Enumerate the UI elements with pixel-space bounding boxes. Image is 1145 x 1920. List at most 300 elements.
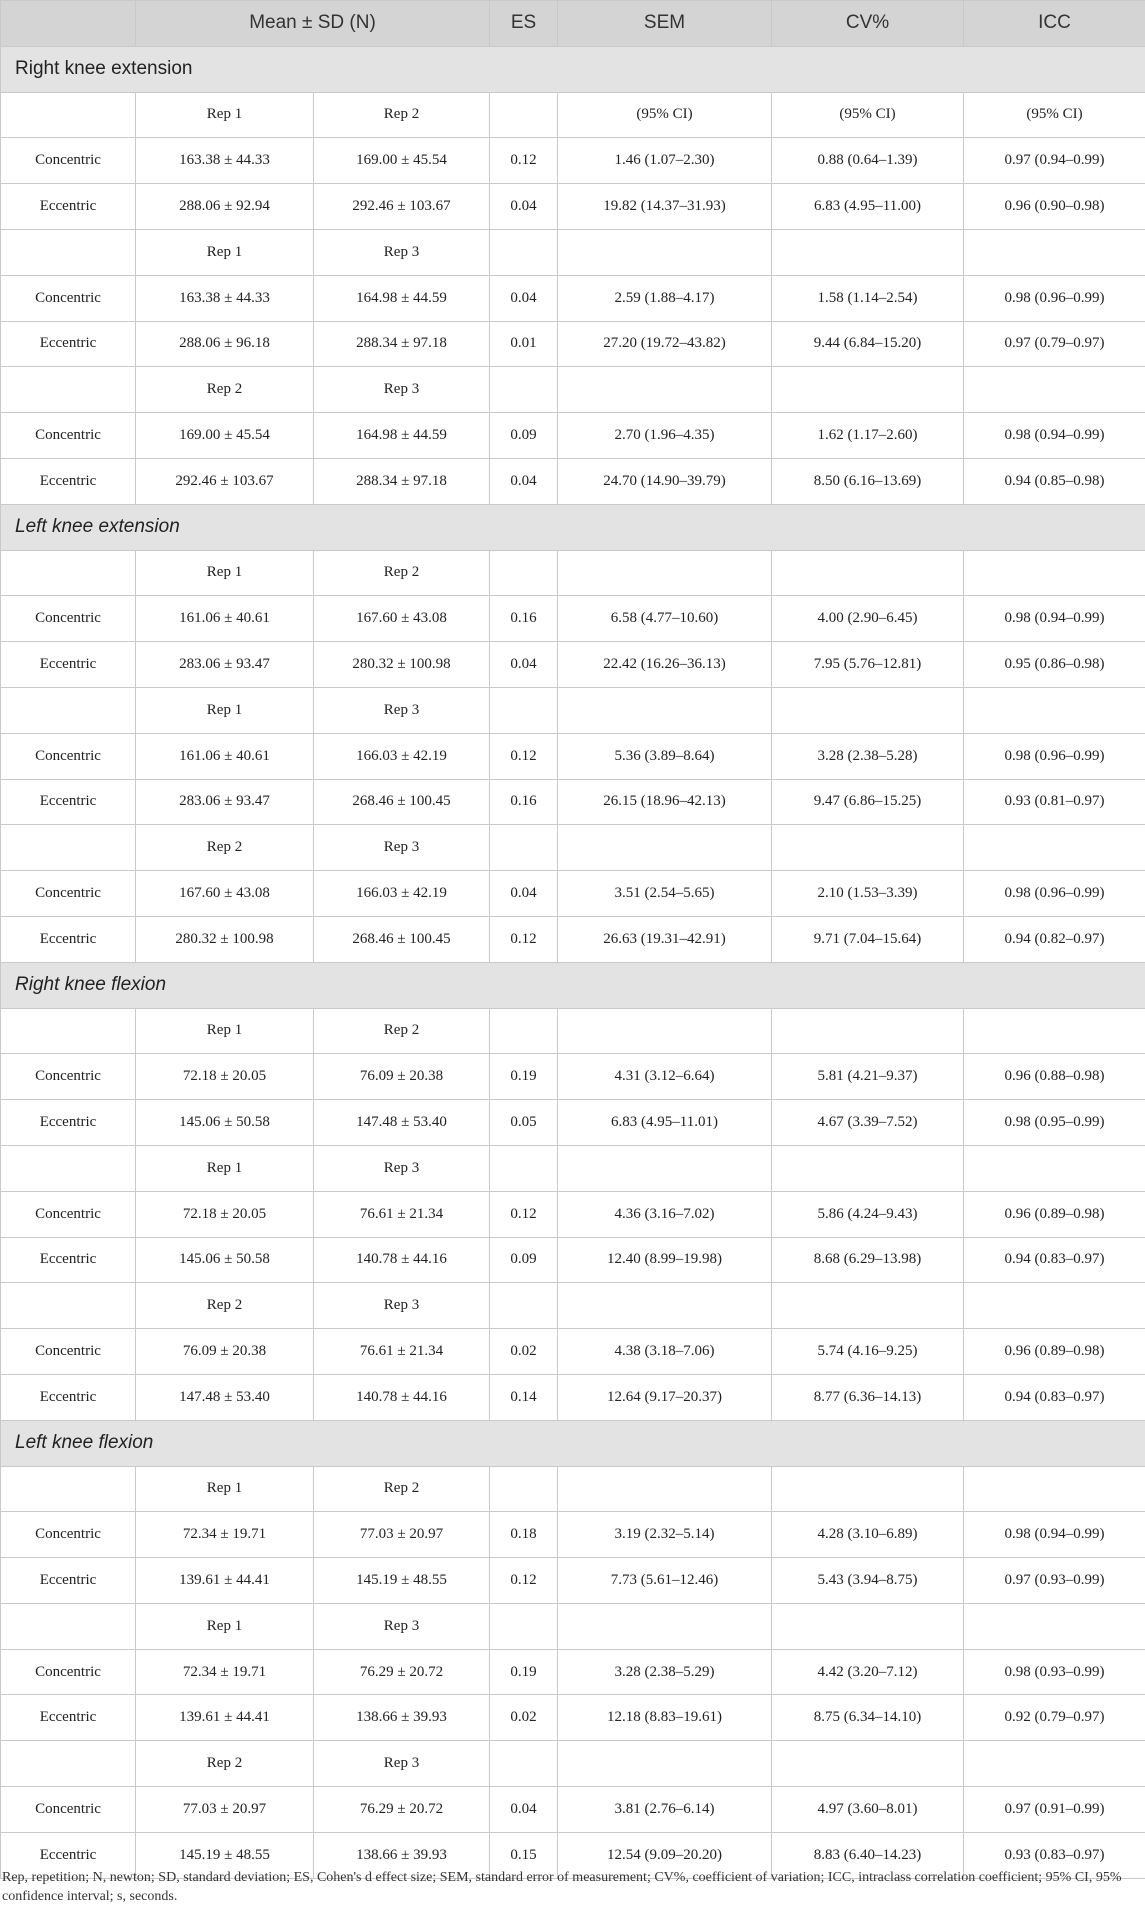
sem-value: 26.63 (19.31–42.91) bbox=[558, 916, 772, 962]
ci-label bbox=[772, 1008, 964, 1054]
contraction-type: Eccentric bbox=[1, 1832, 136, 1878]
table-row bbox=[1, 1558, 1145, 1604]
ci-label bbox=[558, 1008, 772, 1054]
sem-value: 24.70 (14.90–39.79) bbox=[558, 458, 772, 504]
table-row bbox=[1, 184, 1145, 230]
table-row bbox=[1, 596, 1145, 642]
es-value: 0.04 bbox=[490, 275, 558, 321]
rep-label: Rep 3 bbox=[314, 1283, 490, 1329]
mean-sd-a: 163.38 ± 44.33 bbox=[136, 275, 314, 321]
mean-sd-a: 145.19 ± 48.55 bbox=[136, 1832, 314, 1878]
ci-label: (95% CI) bbox=[558, 92, 772, 138]
rep-pair-blank-cell bbox=[1, 687, 136, 733]
icc-value: 0.97 (0.93–0.99) bbox=[964, 1558, 1145, 1604]
rep-pair-blank-cell bbox=[1, 229, 136, 275]
rep-label: Rep 2 bbox=[314, 550, 490, 596]
rep-pair-blank-cell bbox=[1, 1283, 136, 1329]
cv-value: 8.75 (6.34–14.10) bbox=[772, 1695, 964, 1741]
es-value: 0.18 bbox=[490, 1512, 558, 1558]
mean-sd-a: 72.18 ± 20.05 bbox=[136, 1191, 314, 1237]
contraction-type: Concentric bbox=[1, 871, 136, 917]
rep-label: Rep 1 bbox=[136, 687, 314, 733]
mean-sd-b: 76.61 ± 21.34 bbox=[314, 1329, 490, 1375]
rep-pair-blank-cell bbox=[1, 1603, 136, 1649]
mean-sd-a: 280.32 ± 100.98 bbox=[136, 916, 314, 962]
rep-pair-blank-cell bbox=[1, 550, 136, 596]
es-value: 0.05 bbox=[490, 1100, 558, 1146]
ci-label bbox=[772, 1466, 964, 1512]
rep-label: Rep 3 bbox=[314, 825, 490, 871]
cv-value: 4.67 (3.39–7.52) bbox=[772, 1100, 964, 1146]
icc-value: 0.92 (0.79–0.97) bbox=[964, 1695, 1145, 1741]
mean-sd-a: 147.48 ± 53.40 bbox=[136, 1374, 314, 1420]
mean-sd-b: 140.78 ± 44.16 bbox=[314, 1374, 490, 1420]
contraction-type: Eccentric bbox=[1, 779, 136, 825]
ci-label bbox=[490, 1008, 558, 1054]
ci-label bbox=[558, 1603, 772, 1649]
table-row bbox=[1, 458, 1145, 504]
ci-label bbox=[964, 1466, 1145, 1512]
table-row bbox=[1, 871, 1145, 917]
contraction-type: Concentric bbox=[1, 733, 136, 779]
icc-value: 0.98 (0.94–0.99) bbox=[964, 1512, 1145, 1558]
sem-value: 4.31 (3.12–6.64) bbox=[558, 1054, 772, 1100]
mean-sd-b: 164.98 ± 44.59 bbox=[314, 413, 490, 459]
table-row bbox=[1, 1512, 1145, 1558]
cv-value: 5.86 (4.24–9.43) bbox=[772, 1191, 964, 1237]
header-cv: CV% bbox=[772, 1, 964, 47]
cv-value: 1.62 (1.17–2.60) bbox=[772, 413, 964, 459]
cv-value: 1.58 (1.14–2.54) bbox=[772, 275, 964, 321]
table-header bbox=[1, 1, 1145, 47]
table-row bbox=[1, 779, 1145, 825]
icc-value: 0.96 (0.89–0.98) bbox=[964, 1329, 1145, 1375]
mean-sd-b: 76.29 ± 20.72 bbox=[314, 1649, 490, 1695]
rep-pair-row bbox=[1, 687, 1145, 733]
table-row bbox=[1, 1695, 1145, 1741]
rep-label: Rep 2 bbox=[314, 1466, 490, 1512]
mean-sd-a: 76.09 ± 20.38 bbox=[136, 1329, 314, 1375]
sem-value: 2.59 (1.88–4.17) bbox=[558, 275, 772, 321]
ci-label bbox=[964, 687, 1145, 733]
icc-value: 0.98 (0.94–0.99) bbox=[964, 413, 1145, 459]
contraction-type: Eccentric bbox=[1, 1374, 136, 1420]
mean-sd-a: 161.06 ± 40.61 bbox=[136, 596, 314, 642]
ci-label bbox=[558, 825, 772, 871]
mean-sd-b: 166.03 ± 42.19 bbox=[314, 871, 490, 917]
icc-value: 0.98 (0.94–0.99) bbox=[964, 596, 1145, 642]
es-value: 0.09 bbox=[490, 413, 558, 459]
contraction-type: Eccentric bbox=[1, 1558, 136, 1604]
icc-value: 0.96 (0.90–0.98) bbox=[964, 184, 1145, 230]
es-value: 0.19 bbox=[490, 1054, 558, 1100]
table-footnote: Rep, repetition; N, newton; SD, standard deviation; ES, Cohen's d effect size; SEM, standard error of measurement; CV%, coefficient of variation; ICC, intraclass correlation coefficient; 95% CI, 95% confidence interval; s, seconds. bbox=[2, 1870, 1122, 1904]
header-mean-sd: Mean ± SD (N) bbox=[136, 1, 490, 47]
cv-value: 6.83 (4.95–11.00) bbox=[772, 184, 964, 230]
es-value: 0.12 bbox=[490, 1191, 558, 1237]
icc-value: 0.93 (0.83–0.97) bbox=[964, 1832, 1145, 1878]
cv-value: 4.00 (2.90–6.45) bbox=[772, 596, 964, 642]
ci-label bbox=[558, 1466, 772, 1512]
mean-sd-b: 288.34 ± 97.18 bbox=[314, 321, 490, 367]
icc-value: 0.94 (0.83–0.97) bbox=[964, 1374, 1145, 1420]
mean-sd-a: 163.38 ± 44.33 bbox=[136, 138, 314, 184]
es-value: 0.14 bbox=[490, 1374, 558, 1420]
sem-value: 27.20 (19.72–43.82) bbox=[558, 321, 772, 367]
mean-sd-b: 76.29 ± 20.72 bbox=[314, 1787, 490, 1833]
ci-label bbox=[558, 550, 772, 596]
contraction-type: Concentric bbox=[1, 1649, 136, 1695]
rep-pair-blank-cell bbox=[1, 367, 136, 413]
cv-value: 5.81 (4.21–9.37) bbox=[772, 1054, 964, 1100]
rep-label: Rep 1 bbox=[136, 92, 314, 138]
table-row bbox=[1, 1787, 1145, 1833]
mean-sd-a: 139.61 ± 44.41 bbox=[136, 1558, 314, 1604]
rep-label: Rep 2 bbox=[314, 1008, 490, 1054]
mean-sd-a: 145.06 ± 50.58 bbox=[136, 1237, 314, 1283]
contraction-type: Concentric bbox=[1, 138, 136, 184]
rep-label: Rep 3 bbox=[314, 367, 490, 413]
rep-label: Rep 1 bbox=[136, 550, 314, 596]
contraction-type: Eccentric bbox=[1, 642, 136, 688]
rep-label: Rep 2 bbox=[136, 1283, 314, 1329]
mean-sd-a: 145.06 ± 50.58 bbox=[136, 1100, 314, 1146]
section-title: Left knee flexion bbox=[1, 1420, 1145, 1466]
contraction-type: Concentric bbox=[1, 1329, 136, 1375]
ci-label bbox=[772, 550, 964, 596]
ci-label: (95% CI) bbox=[964, 92, 1145, 138]
rep-pair-blank-cell bbox=[1, 825, 136, 871]
contraction-type: Concentric bbox=[1, 1191, 136, 1237]
mean-sd-a: 167.60 ± 43.08 bbox=[136, 871, 314, 917]
sem-value: 7.73 (5.61–12.46) bbox=[558, 1558, 772, 1604]
rep-pair-blank-cell bbox=[1, 1466, 136, 1512]
ci-label bbox=[964, 1008, 1145, 1054]
ci-label bbox=[490, 687, 558, 733]
rep-pair-row bbox=[1, 1008, 1145, 1054]
sem-value: 5.36 (3.89–8.64) bbox=[558, 733, 772, 779]
es-value: 0.04 bbox=[490, 184, 558, 230]
table-body bbox=[1, 46, 1145, 1878]
ci-label bbox=[772, 229, 964, 275]
rep-pair-blank-cell bbox=[1, 1741, 136, 1787]
rep-label: Rep 3 bbox=[314, 1145, 490, 1191]
ci-label bbox=[964, 1145, 1145, 1191]
es-value: 0.12 bbox=[490, 733, 558, 779]
header-blank-cell bbox=[1, 1, 136, 47]
es-value: 0.19 bbox=[490, 1649, 558, 1695]
ci-label bbox=[490, 367, 558, 413]
contraction-type: Eccentric bbox=[1, 916, 136, 962]
cv-value: 9.71 (7.04–15.64) bbox=[772, 916, 964, 962]
mean-sd-a: 72.18 ± 20.05 bbox=[136, 1054, 314, 1100]
header-icc: ICC bbox=[964, 1, 1145, 47]
table-row bbox=[1, 1237, 1145, 1283]
rep-pair-row bbox=[1, 229, 1145, 275]
table-row bbox=[1, 1374, 1145, 1420]
contraction-type: Eccentric bbox=[1, 458, 136, 504]
ci-label bbox=[772, 687, 964, 733]
ci-label bbox=[558, 367, 772, 413]
table-row bbox=[1, 916, 1145, 962]
ci-label bbox=[772, 1283, 964, 1329]
rep-label: Rep 2 bbox=[136, 367, 314, 413]
sem-value: 4.36 (3.16–7.02) bbox=[558, 1191, 772, 1237]
cv-value: 8.83 (6.40–14.23) bbox=[772, 1832, 964, 1878]
contraction-type: Eccentric bbox=[1, 321, 136, 367]
cv-value: 4.97 (3.60–8.01) bbox=[772, 1787, 964, 1833]
mean-sd-a: 288.06 ± 92.94 bbox=[136, 184, 314, 230]
table-row bbox=[1, 275, 1145, 321]
section-row bbox=[1, 504, 1145, 550]
ci-label bbox=[964, 229, 1145, 275]
contraction-type: Concentric bbox=[1, 1787, 136, 1833]
contraction-type: Concentric bbox=[1, 1512, 136, 1558]
sem-value: 2.70 (1.96–4.35) bbox=[558, 413, 772, 459]
mean-sd-b: 292.46 ± 103.67 bbox=[314, 184, 490, 230]
rep-label: Rep 1 bbox=[136, 1145, 314, 1191]
es-value: 0.15 bbox=[490, 1832, 558, 1878]
rep-pair-row bbox=[1, 1466, 1145, 1512]
mean-sd-a: 292.46 ± 103.67 bbox=[136, 458, 314, 504]
rep-pair-row bbox=[1, 550, 1145, 596]
rep-label: Rep 3 bbox=[314, 687, 490, 733]
sem-value: 6.58 (4.77–10.60) bbox=[558, 596, 772, 642]
table-row bbox=[1, 321, 1145, 367]
es-value: 0.16 bbox=[490, 779, 558, 825]
table-row bbox=[1, 138, 1145, 184]
cv-value: 8.50 (6.16–13.69) bbox=[772, 458, 964, 504]
es-value: 0.02 bbox=[490, 1695, 558, 1741]
contraction-type: Eccentric bbox=[1, 1237, 136, 1283]
sem-value: 3.28 (2.38–5.29) bbox=[558, 1649, 772, 1695]
table-row bbox=[1, 413, 1145, 459]
section-row bbox=[1, 1420, 1145, 1466]
icc-value: 0.98 (0.96–0.99) bbox=[964, 871, 1145, 917]
mean-sd-b: 147.48 ± 53.40 bbox=[314, 1100, 490, 1146]
mean-sd-b: 76.61 ± 21.34 bbox=[314, 1191, 490, 1237]
mean-sd-b: 288.34 ± 97.18 bbox=[314, 458, 490, 504]
table-row bbox=[1, 1100, 1145, 1146]
rep-label: Rep 2 bbox=[136, 1741, 314, 1787]
icc-value: 0.95 (0.86–0.98) bbox=[964, 642, 1145, 688]
es-value: 0.16 bbox=[490, 596, 558, 642]
es-value: 0.12 bbox=[490, 138, 558, 184]
icc-value: 0.97 (0.91–0.99) bbox=[964, 1787, 1145, 1833]
cv-value: 9.44 (6.84–15.20) bbox=[772, 321, 964, 367]
icc-value: 0.96 (0.88–0.98) bbox=[964, 1054, 1145, 1100]
es-value: 0.02 bbox=[490, 1329, 558, 1375]
rep-label: Rep 1 bbox=[136, 1008, 314, 1054]
mean-sd-b: 140.78 ± 44.16 bbox=[314, 1237, 490, 1283]
ci-label bbox=[558, 687, 772, 733]
table-row bbox=[1, 1191, 1145, 1237]
mean-sd-b: 166.03 ± 42.19 bbox=[314, 733, 490, 779]
ci-label bbox=[772, 825, 964, 871]
es-value: 0.12 bbox=[490, 1558, 558, 1604]
table-row bbox=[1, 1054, 1145, 1100]
ci-label: (95% CI) bbox=[772, 92, 964, 138]
ci-label bbox=[772, 1741, 964, 1787]
rep-pair-row bbox=[1, 1145, 1145, 1191]
ci-label bbox=[490, 1283, 558, 1329]
rep-pair-row bbox=[1, 1741, 1145, 1787]
cv-value: 9.47 (6.86–15.25) bbox=[772, 779, 964, 825]
mean-sd-b: 280.32 ± 100.98 bbox=[314, 642, 490, 688]
cv-value: 5.74 (4.16–9.25) bbox=[772, 1329, 964, 1375]
es-value: 0.04 bbox=[490, 458, 558, 504]
contraction-type: Eccentric bbox=[1, 184, 136, 230]
mean-sd-b: 268.46 ± 100.45 bbox=[314, 779, 490, 825]
ci-label bbox=[964, 367, 1145, 413]
mean-sd-a: 72.34 ± 19.71 bbox=[136, 1649, 314, 1695]
mean-sd-b: 145.19 ± 48.55 bbox=[314, 1558, 490, 1604]
ci-label bbox=[964, 1603, 1145, 1649]
ci-label bbox=[490, 1466, 558, 1512]
table-row bbox=[1, 1649, 1145, 1695]
header-sem: SEM bbox=[558, 1, 772, 47]
section-title: Right knee flexion bbox=[1, 962, 1145, 1008]
contraction-type: Concentric bbox=[1, 596, 136, 642]
ci-label bbox=[490, 550, 558, 596]
ci-label bbox=[490, 1603, 558, 1649]
icc-value: 0.94 (0.82–0.97) bbox=[964, 916, 1145, 962]
sem-value: 12.18 (8.83–19.61) bbox=[558, 1695, 772, 1741]
section-title: Right knee extension bbox=[1, 46, 1145, 92]
icc-value: 0.98 (0.93–0.99) bbox=[964, 1649, 1145, 1695]
sem-value: 3.19 (2.32–5.14) bbox=[558, 1512, 772, 1558]
mean-sd-b: 138.66 ± 39.93 bbox=[314, 1832, 490, 1878]
mean-sd-b: 167.60 ± 43.08 bbox=[314, 596, 490, 642]
contraction-type: Concentric bbox=[1, 1054, 136, 1100]
mean-sd-b: 77.03 ± 20.97 bbox=[314, 1512, 490, 1558]
sem-value: 6.83 (4.95–11.01) bbox=[558, 1100, 772, 1146]
sem-value: 4.38 (3.18–7.06) bbox=[558, 1329, 772, 1375]
rep-label: Rep 1 bbox=[136, 1466, 314, 1512]
rep-label: Rep 3 bbox=[314, 1741, 490, 1787]
ci-label bbox=[558, 229, 772, 275]
header-row bbox=[1, 1, 1145, 47]
sem-value: 3.81 (2.76–6.14) bbox=[558, 1787, 772, 1833]
rep-pair-row bbox=[1, 92, 1145, 138]
rep-label: Rep 3 bbox=[314, 1603, 490, 1649]
rep-label: Rep 3 bbox=[314, 229, 490, 275]
ci-label bbox=[490, 1741, 558, 1787]
mean-sd-a: 169.00 ± 45.54 bbox=[136, 413, 314, 459]
rep-pair-row bbox=[1, 367, 1145, 413]
sem-value: 19.82 (14.37–31.93) bbox=[558, 184, 772, 230]
contraction-type: Eccentric bbox=[1, 1100, 136, 1146]
mean-sd-b: 76.09 ± 20.38 bbox=[314, 1054, 490, 1100]
ci-label bbox=[558, 1283, 772, 1329]
mean-sd-a: 139.61 ± 44.41 bbox=[136, 1695, 314, 1741]
sem-value: 1.46 (1.07–2.30) bbox=[558, 138, 772, 184]
ci-label bbox=[490, 229, 558, 275]
ci-label bbox=[558, 1145, 772, 1191]
mean-sd-b: 164.98 ± 44.59 bbox=[314, 275, 490, 321]
es-value: 0.12 bbox=[490, 916, 558, 962]
cv-value: 8.68 (6.29–13.98) bbox=[772, 1237, 964, 1283]
icc-value: 0.98 (0.96–0.99) bbox=[964, 733, 1145, 779]
rep-pair-row bbox=[1, 1603, 1145, 1649]
rep-pair-blank-cell bbox=[1, 1008, 136, 1054]
rep-label: Rep 1 bbox=[136, 229, 314, 275]
rep-label: Rep 1 bbox=[136, 1603, 314, 1649]
icc-value: 0.96 (0.89–0.98) bbox=[964, 1191, 1145, 1237]
es-value: 0.04 bbox=[490, 1787, 558, 1833]
ci-label bbox=[772, 1603, 964, 1649]
sem-value: 12.40 (8.99–19.98) bbox=[558, 1237, 772, 1283]
table-row bbox=[1, 733, 1145, 779]
ci-label bbox=[490, 1145, 558, 1191]
icc-value: 0.98 (0.95–0.99) bbox=[964, 1100, 1145, 1146]
mean-sd-b: 138.66 ± 39.93 bbox=[314, 1695, 490, 1741]
ci-label bbox=[964, 1741, 1145, 1787]
cv-value: 4.28 (3.10–6.89) bbox=[772, 1512, 964, 1558]
section-row bbox=[1, 46, 1145, 92]
ci-label bbox=[964, 550, 1145, 596]
rep-pair-blank-cell bbox=[1, 92, 136, 138]
es-value: 0.04 bbox=[490, 871, 558, 917]
ci-label bbox=[964, 825, 1145, 871]
ci-label bbox=[772, 1145, 964, 1191]
ci-label bbox=[490, 92, 558, 138]
ci-label bbox=[558, 1741, 772, 1787]
icc-value: 0.98 (0.96–0.99) bbox=[964, 275, 1145, 321]
section-title: Left knee extension bbox=[1, 504, 1145, 550]
ci-label bbox=[490, 825, 558, 871]
rep-pair-row bbox=[1, 1283, 1145, 1329]
rep-pair-row bbox=[1, 825, 1145, 871]
cv-value: 4.42 (3.20–7.12) bbox=[772, 1649, 964, 1695]
icc-value: 0.93 (0.81–0.97) bbox=[964, 779, 1145, 825]
contraction-type: Eccentric bbox=[1, 1695, 136, 1741]
mean-sd-b: 268.46 ± 100.45 bbox=[314, 916, 490, 962]
es-value: 0.04 bbox=[490, 642, 558, 688]
rep-pair-blank-cell bbox=[1, 1145, 136, 1191]
rep-label: Rep 2 bbox=[136, 825, 314, 871]
mean-sd-b: 169.00 ± 45.54 bbox=[314, 138, 490, 184]
icc-value: 0.97 (0.94–0.99) bbox=[964, 138, 1145, 184]
cv-value: 7.95 (5.76–12.81) bbox=[772, 642, 964, 688]
es-value: 0.01 bbox=[490, 321, 558, 367]
mean-sd-a: 161.06 ± 40.61 bbox=[136, 733, 314, 779]
contraction-type: Concentric bbox=[1, 413, 136, 459]
sem-value: 12.64 (9.17–20.37) bbox=[558, 1374, 772, 1420]
mean-sd-a: 288.06 ± 96.18 bbox=[136, 321, 314, 367]
sem-value: 26.15 (18.96–42.13) bbox=[558, 779, 772, 825]
section-row bbox=[1, 962, 1145, 1008]
rep-label: Rep 2 bbox=[314, 92, 490, 138]
mean-sd-a: 77.03 ± 20.97 bbox=[136, 1787, 314, 1833]
mean-sd-a: 283.06 ± 93.47 bbox=[136, 642, 314, 688]
es-value: 0.09 bbox=[490, 1237, 558, 1283]
contraction-type: Concentric bbox=[1, 275, 136, 321]
cv-value: 8.77 (6.36–14.13) bbox=[772, 1374, 964, 1420]
header-es: ES bbox=[490, 1, 558, 47]
icc-value: 0.97 (0.79–0.97) bbox=[964, 321, 1145, 367]
table-row bbox=[1, 1329, 1145, 1375]
sem-value: 12.54 (9.09–20.20) bbox=[558, 1832, 772, 1878]
ci-label bbox=[964, 1283, 1145, 1329]
mean-sd-a: 283.06 ± 93.47 bbox=[136, 779, 314, 825]
ci-label bbox=[772, 367, 964, 413]
sem-value: 3.51 (2.54–5.65) bbox=[558, 871, 772, 917]
icc-value: 0.94 (0.85–0.98) bbox=[964, 458, 1145, 504]
cv-value: 3.28 (2.38–5.28) bbox=[772, 733, 964, 779]
table-row bbox=[1, 642, 1145, 688]
icc-value: 0.94 (0.83–0.97) bbox=[964, 1237, 1145, 1283]
